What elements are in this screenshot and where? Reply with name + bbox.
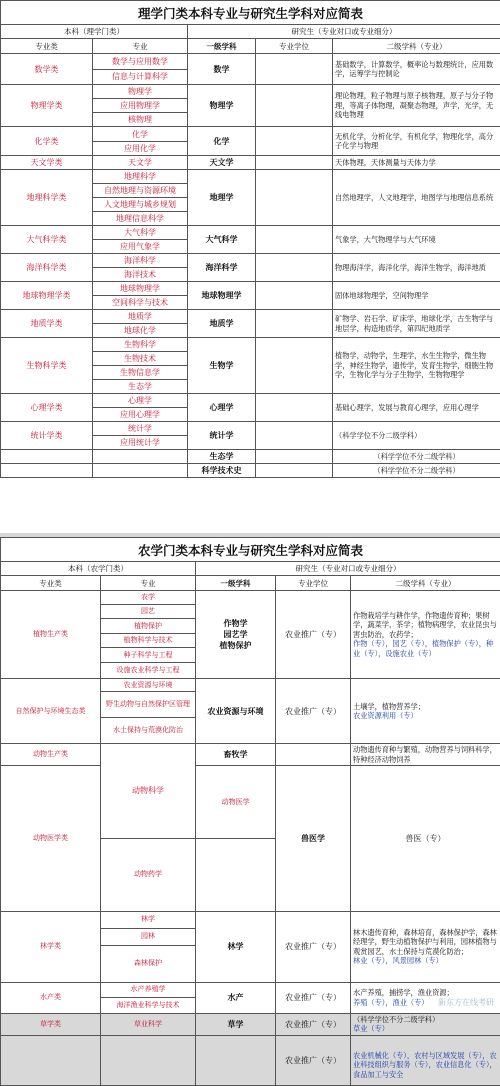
second-discipline: 固体地球物理学，空间物理学 [333, 282, 500, 310]
first-discipline: 科学技术史 [188, 464, 256, 478]
major-name: 应用气象学 [93, 240, 188, 254]
major-class: 统计学类 [1, 422, 93, 450]
second-discipline [351, 744, 500, 766]
major-name: 地理科学 [93, 170, 188, 184]
major-class [1, 1035, 101, 1085]
second-discipline: 基础心理学，发展与教育心理学，应用心理学 [333, 394, 500, 422]
major-class: 林学类 [1, 911, 101, 982]
first-discipline: 农业资源与环境 [196, 679, 276, 744]
second-professional: 作物（专），园艺（专），植物保护（专），种业（专），设施农业（专） [353, 639, 493, 658]
major-class: 地质学类 [1, 310, 93, 338]
major-name: 园林 [101, 928, 196, 945]
major-class: 生物科学类 [1, 338, 93, 394]
major-name: 化学 [93, 127, 188, 142]
major-name: 森林保护 [101, 945, 196, 982]
degree-type: 农业推广（专） [276, 1013, 351, 1035]
second-professional: 林业（专），风景园林（专） [353, 956, 443, 965]
major-class: 数学类 [1, 54, 93, 85]
degree-type [256, 254, 333, 282]
degree-type [276, 744, 351, 766]
major-name: 天文学 [93, 156, 188, 170]
second-discipline [351, 1013, 500, 1035]
major-name: 应用统计学 [93, 436, 188, 450]
major-name: 地理信息科学 [93, 212, 188, 226]
page-title: 农学门类本科专业与研究生学科对应简表 [1, 538, 500, 562]
degree-type [256, 310, 333, 338]
science-table-page [0, 0, 500, 533]
first-discipline: 心理学 [188, 394, 256, 422]
major-name: 生态学 [93, 380, 188, 394]
major-name: 信息与计算科学 [93, 69, 188, 85]
major-name: 水产养殖学 [101, 982, 196, 997]
degree-type [256, 156, 333, 170]
degree-type [256, 394, 333, 422]
second-academic: 动物遗传育种与繁殖，动物营养与饲料科学，特种经济动物饲养 [353, 745, 497, 764]
first-discipline: 化学 [188, 127, 256, 156]
major-name: 动物科学 [101, 744, 196, 839]
watermark: 新东方在线考研 [438, 997, 494, 1008]
degree-type [256, 226, 333, 254]
first-discipline: 生物学 [188, 338, 256, 394]
empty-cell [93, 450, 188, 464]
first-discipline: 大气科学 [188, 226, 256, 254]
major-name: 动物医学 [196, 766, 276, 839]
major-name: 植物科学与技术 [101, 634, 196, 648]
first-discipline: 作物学 园艺学 植物保护 [196, 591, 276, 679]
major-name: 应用化学 [93, 142, 188, 156]
major-name: 生物信息学 [93, 366, 188, 380]
major-name: 草业科学 [101, 1013, 196, 1035]
grad-header: 研究生（专业对口或专业细分） [196, 562, 500, 576]
agri-table-page [0, 537, 500, 1014]
empty-cell [1, 464, 93, 478]
science-table [0, 0, 500, 478]
col-second-header: 二级学科（专业） [351, 576, 500, 591]
first-discipline: 地质学 [188, 310, 256, 338]
major-name [101, 1035, 196, 1085]
major-name: 设施农业科学与工程 [101, 663, 196, 679]
first-discipline: 地理学 [188, 170, 256, 226]
first-discipline: 天文学 [188, 156, 256, 170]
major-name: 动物药学 [101, 838, 196, 911]
first-discipline: 水产 [196, 982, 276, 1013]
first-discipline: 海洋科学 [188, 254, 256, 282]
second-discipline [351, 911, 500, 982]
second-professional: 农业机械化（专），农村与区域发展（专），农业科技组织与服务（专），农业信息化（专），食品加工与安全 [353, 1051, 497, 1079]
first-discipline: 兽医学 [276, 766, 351, 912]
major-name: 自然地理与资源环境 [93, 184, 188, 198]
major-name: 林学 [101, 911, 196, 928]
first-discipline: 物理学 [188, 85, 256, 127]
second-discipline: 理论物理，粒子物理与原子核物理，原子与分子物理，等离子体物理，凝聚态物理，声学，光学，无线电物理 [333, 85, 500, 127]
first-discipline: 数学 [188, 54, 256, 85]
major-name: 数学与应用数学 [93, 54, 188, 70]
degree-type: 农业推广（专） [276, 591, 351, 679]
second-academic: 林木遗传育种，森林培育，森林保护学，森林经理学，野生动植物保护与利用，园林植物与观赏园艺，水土保持与荒漠化防治； [353, 928, 497, 956]
col-major-header: 专业 [101, 576, 196, 591]
second-discipline: 基础数学，计算数学，概率论与数理统计，应用数学，运筹学与控制论 [333, 54, 500, 85]
degree-type: 农业推广（专） [276, 911, 351, 982]
major-name: 农业资源与环境 [101, 679, 196, 692]
major-name: 大气科学 [93, 226, 188, 240]
degree-type [256, 464, 333, 478]
first-discipline: 生态学 [188, 450, 256, 464]
second-professional: 农业资源利用（专） [353, 711, 418, 720]
major-name: 植物保护 [101, 619, 196, 634]
degree-type [256, 85, 333, 127]
grad-header: 研究生（专业对口或专业细分） [188, 25, 500, 39]
major-class: 动物医学类 [1, 766, 101, 912]
major-name: 野生动物与自然保护区管理 [101, 692, 196, 718]
major-class: 海洋科学类 [1, 254, 93, 282]
undergrad-header: 本科（农学门类） [1, 562, 196, 576]
first-discipline: 草学 [196, 1013, 276, 1035]
second-academic: 作物栽培学与耕作学，作物遗传育种；果树学，蔬菜学，茶学；植物病理学，农业昆虫与害虫防治，农药学； [353, 611, 497, 639]
second-discipline: （科学学位不分二级学科） [333, 450, 500, 464]
agri-table [0, 537, 500, 1086]
degree-type [256, 450, 333, 464]
col-class-header: 专业类 [1, 39, 93, 54]
major-class: 水产类 [1, 982, 101, 1013]
col-second-header: 二级学科（专业） [333, 39, 500, 54]
major-name: 生物技术 [93, 352, 188, 366]
second-academic: （科学学位不分二级学科） [353, 1015, 439, 1024]
degree-type: 农业推广（专） [276, 982, 351, 1013]
first-discipline: 统计学 [188, 422, 256, 450]
second-discipline: 矿物学、岩石学、矿床学，地球化学，古生物学与地层学，构造地质学，第四纪地质学 [333, 310, 500, 338]
second-discipline [351, 679, 500, 744]
degree-type [256, 338, 333, 394]
major-name: 海洋科学 [93, 254, 188, 268]
second-discipline [351, 591, 500, 679]
page-title: 理学门类本科专业与研究生学科对应简表 [1, 1, 500, 25]
degree-type [256, 127, 333, 156]
major-name: 核物理 [93, 113, 188, 127]
empty-cell [1, 450, 93, 464]
col-major-header: 专业 [93, 39, 188, 54]
major-name: 应用物理学 [93, 99, 188, 113]
major-name: 地球化学 [93, 324, 188, 338]
major-name: 应用心理学 [93, 408, 188, 422]
second-discipline: 天体物理，天体测量与天体力学 [333, 156, 500, 170]
degree-type: 兽医（专） [351, 766, 500, 912]
degree-type [256, 54, 333, 85]
major-name: 生物科学 [93, 338, 188, 352]
second-professional: 养殖（专），渔业（专） [353, 998, 428, 1007]
major-name: 地质学 [93, 310, 188, 324]
major-name: 水土保持与荒漠化防治 [101, 718, 196, 744]
major-class: 地球物理学类 [1, 282, 93, 310]
second-academic: 水产养殖，捕捞学，渔业资源； [353, 988, 454, 997]
major-class: 心理学类 [1, 394, 93, 422]
second-discipline [351, 1035, 500, 1085]
col-degree-header: 专业学位 [276, 576, 351, 591]
second-discipline: 气象学，大气物理学与大气环境 [333, 226, 500, 254]
major-name: 园艺 [101, 605, 196, 619]
major-name: 种子科学与工程 [101, 648, 196, 663]
degree-type [256, 170, 333, 226]
major-name: 农学 [101, 591, 196, 605]
col-degree-header: 专业学位 [256, 39, 333, 54]
second-discipline: 植物学，动物学，生理学，水生生物学，微生物学，神经生物学，遗传学，发育生物学，细胞生物学，生物化学与分子生物学，生物物理学 [333, 338, 500, 394]
empty-cell [93, 464, 188, 478]
major-class: 自然保护与环境生态类 [1, 679, 101, 744]
major-class: 天文学类 [1, 156, 93, 170]
second-professional: 草业（专） [353, 1024, 389, 1033]
degree-type [256, 282, 333, 310]
major-class: 地理科学类 [1, 170, 93, 226]
major-name: 统计学 [93, 422, 188, 436]
second-academic: 土壤学，植物营养学； [353, 702, 425, 711]
major-name: 心理学 [93, 394, 188, 408]
first-discipline: 畜牧学 [196, 744, 276, 766]
undergrad-header: 本科（理学门类） [1, 25, 188, 39]
major-class: 植物生产类 [1, 591, 101, 679]
second-discipline: 物理海洋学，海洋化学，海洋生物学，海洋地质 [333, 254, 500, 282]
degree-type: 农业推广（专） [276, 679, 351, 744]
major-class: 化学类 [1, 127, 93, 156]
major-class: 物理学类 [1, 85, 93, 127]
second-discipline: 无机化学，分析化学，有机化学，物理化学，高分子化学与物理 [333, 127, 500, 156]
degree-type: 农业推广（专） [276, 1035, 351, 1085]
degree-type [256, 422, 333, 450]
second-discipline: （科学学位不分二级学科） [333, 464, 500, 478]
first-discipline: 地球物理学 [188, 282, 256, 310]
col-first-header: 一级学科 [196, 576, 276, 591]
major-name: 海洋渔业科学与技术 [101, 997, 196, 1013]
major-name: 物理学 [93, 85, 188, 99]
major-name: 地球物理学 [93, 282, 188, 296]
major-class: 大气科学类 [1, 226, 93, 254]
first-discipline [196, 1035, 276, 1085]
second-discipline: 自然地理学，人文地理学，地图学与地理信息系统 [333, 170, 500, 226]
major-name: 人文地理与城乡规划 [93, 198, 188, 212]
col-first-header: 一级学科 [188, 39, 256, 54]
first-discipline: 林学 [196, 911, 276, 982]
major-name: 海洋技术 [93, 268, 188, 282]
col-class-header: 专业类 [1, 576, 101, 591]
major-class: 动物生产类 [1, 744, 101, 766]
major-name: 空间科学与技术 [93, 296, 188, 310]
major-class: 草学类 [1, 1013, 101, 1035]
second-discipline: （科学学位不分二级学科） [333, 422, 500, 450]
